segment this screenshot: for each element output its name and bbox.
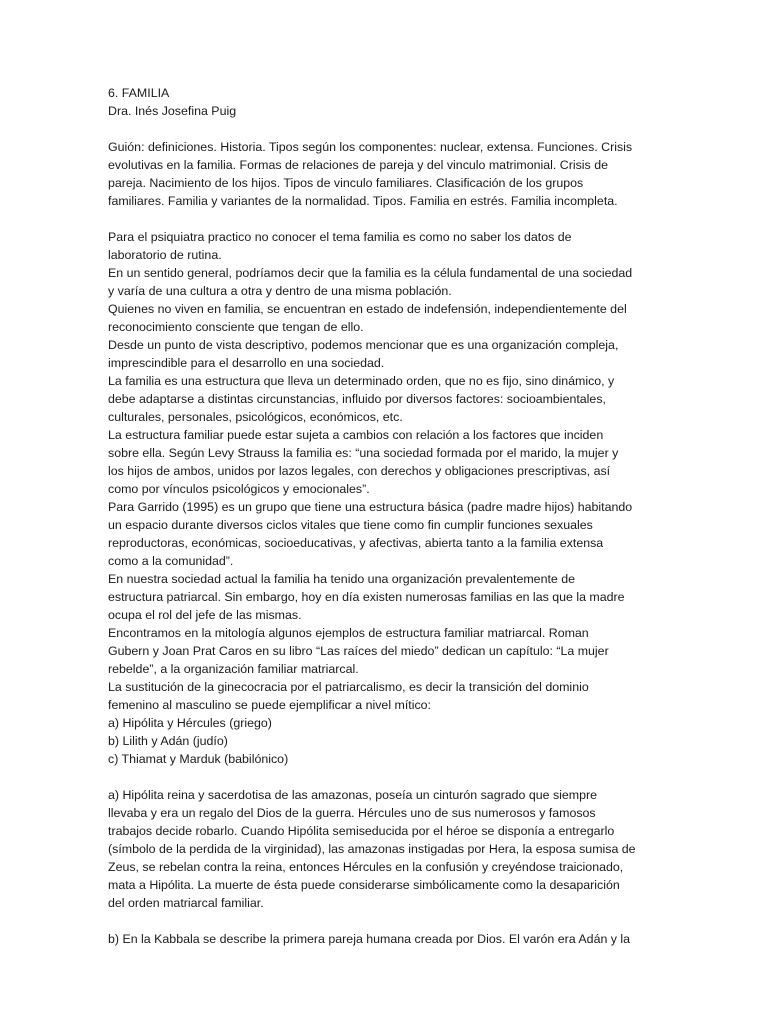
text-line: culturales, personales, psicológicos, económicos, etc.: [108, 410, 403, 424]
paragraph-gap: [108, 768, 660, 786]
text-line: femenino al masculino se puede ejemplificar a nivel mítico:: [108, 698, 432, 712]
text-line: evolutivas en la familia. Formas de relaciones de pareja y del vinculo matrimonial. Crisis de: [108, 158, 608, 172]
text-line: los hijos de ambos, unidos por lazos legales, con derechos y obligaciones prescriptivas, así: [108, 464, 611, 478]
text-line: Zeus, se rebelan contra la reina, entonces Hércules en la confusión y creyéndose traicionado,: [108, 860, 624, 874]
document-author: Dra. Inés Josefina Puig: [108, 104, 237, 118]
text-line: En nuestra sociedad actual la familia ha tenido una organización prevalentemente de: [108, 572, 576, 586]
text-line: La sustitución de la ginecocracia por el patriarcalismo, es decir la transición del dominio: [108, 680, 589, 694]
text-line: En un sentido general, podríamos decir que la familia es la célula fundamental de una sociedad: [108, 266, 633, 280]
paragraph-gap: [108, 120, 660, 138]
paragraph-block: [108, 930, 660, 948]
text-line: Encontramos en la mitología algunos ejemplos de estructura familiar matriarcal. Roman: [108, 626, 589, 640]
text-line: ocupa el rol del jefe de las mismas.: [108, 608, 302, 622]
text-line: b) Lilith y Adán (judío): [108, 734, 228, 748]
text-line: Gubern y Joan Prat Caros en su libro “Las raíces del miedo” dedican un capítulo: “La mujer: [108, 644, 609, 658]
text-line: rebelde”, a la organización familiar matriarcal.: [108, 662, 359, 676]
text-line: como a la comunidad”.: [108, 554, 234, 568]
text-line: pareja. Nacimiento de los hijos. Tipos de vinculo familiares. Clasificación de los grupos: [108, 176, 584, 190]
text-line: Quienes no viven en familia, se encuentran en estado de indefensión, independientemente del: [108, 302, 627, 316]
text-line: trabajos decide robarlo. Cuando Hipólita semiseducida por el héroe se disponía a entregarlo: [108, 824, 615, 838]
text-line: mata a Hipólita. La muerte de ésta puede considerarse simbólicamente como la desaparición: [108, 878, 620, 892]
text-line: sobre ella. Según Levy Strauss la familia es: “una sociedad formada por el marido, la mujer y: [108, 446, 619, 460]
document-heading: 6. FAMILIA: [108, 86, 170, 100]
text-line: y varía de una cultura a otra y dentro de una misma población.: [108, 284, 452, 298]
text-line: La familia es una estructura que lleva un determinado orden, que no es fijo, sino dinámico, y: [108, 374, 615, 388]
text-line: (símbolo de la perdida de la virginidad), las amazonas instigadas por Hera, la esposa sumisa de: [108, 842, 636, 856]
text-line: reconocimiento consciente que tengan de ello.: [108, 320, 364, 334]
paragraph-block: [108, 228, 660, 768]
text-line: del orden matriarcal familiar.: [108, 896, 264, 910]
text-line: debe adaptarse a distintas circunstancias, influido por diversos factores: socioambientales,: [108, 392, 606, 406]
text-line: Guión: definiciones. Historia. Tipos según los componentes: nuclear, extensa. Funciones. Crisis: [108, 140, 633, 154]
text-line: Para el psiquiatra practico no conocer el tema familia es como no saber los datos de: [108, 230, 572, 244]
text-line: imprescindible para el desarrollo en una sociedad.: [108, 356, 385, 370]
text-line: como por vínculos psicológicos y emocionales”.: [108, 482, 370, 496]
text-line: c) Thiamat y Marduk (babilónico): [108, 752, 289, 766]
text-line: laboratorio de rutina.: [108, 248, 222, 262]
text-line: familiares. Familia y variantes de la normalidad. Tipos. Familia en estrés. Familia incompleta.: [108, 194, 618, 208]
paragraph-block: [108, 138, 660, 210]
text-line: reproductoras, económicas, socioeducativas, y afectivas, abierta tanto a la familia extensa: [108, 536, 604, 550]
paragraph-gap: [108, 912, 660, 930]
document-page: [108, 84, 660, 948]
text-line: llevaba y era un regalo del Dios de la guerra. Hércules uno de sus numerosos y famosos: [108, 806, 596, 820]
text-line: a) Hipólita y Hércules (griego): [108, 716, 272, 730]
paragraph-gap: [108, 210, 660, 228]
text-line: La estructura familiar puede estar sujeta a cambios con relación a los factores que inciden: [108, 428, 604, 442]
text-line: estructura patriarcal. Sin embargo, hoy en día existen numerosas familias en las que la madre: [108, 590, 625, 604]
text-line: Desde un punto de vista descriptivo, podemos mencionar que es una organización compleja,: [108, 338, 619, 352]
text-line: a) Hipólita reina y sacerdotisa de las amazonas, poseía un cinturón sagrado que siempre: [108, 788, 598, 802]
text-line: b) En la Kabbala se describe la primera pareja humana creada por Dios. El varón era Adán y la: [108, 932, 631, 946]
paragraph-block: [108, 786, 660, 912]
text-line: Para Garrido (1995) es un grupo que tiene una estructura básica (padre madre hijos) habitando: [108, 500, 633, 514]
document-body: [108, 120, 660, 948]
text-line: un espacio durante diversos ciclos vitales que tiene como fin cumplir funciones sexuales: [108, 518, 593, 532]
